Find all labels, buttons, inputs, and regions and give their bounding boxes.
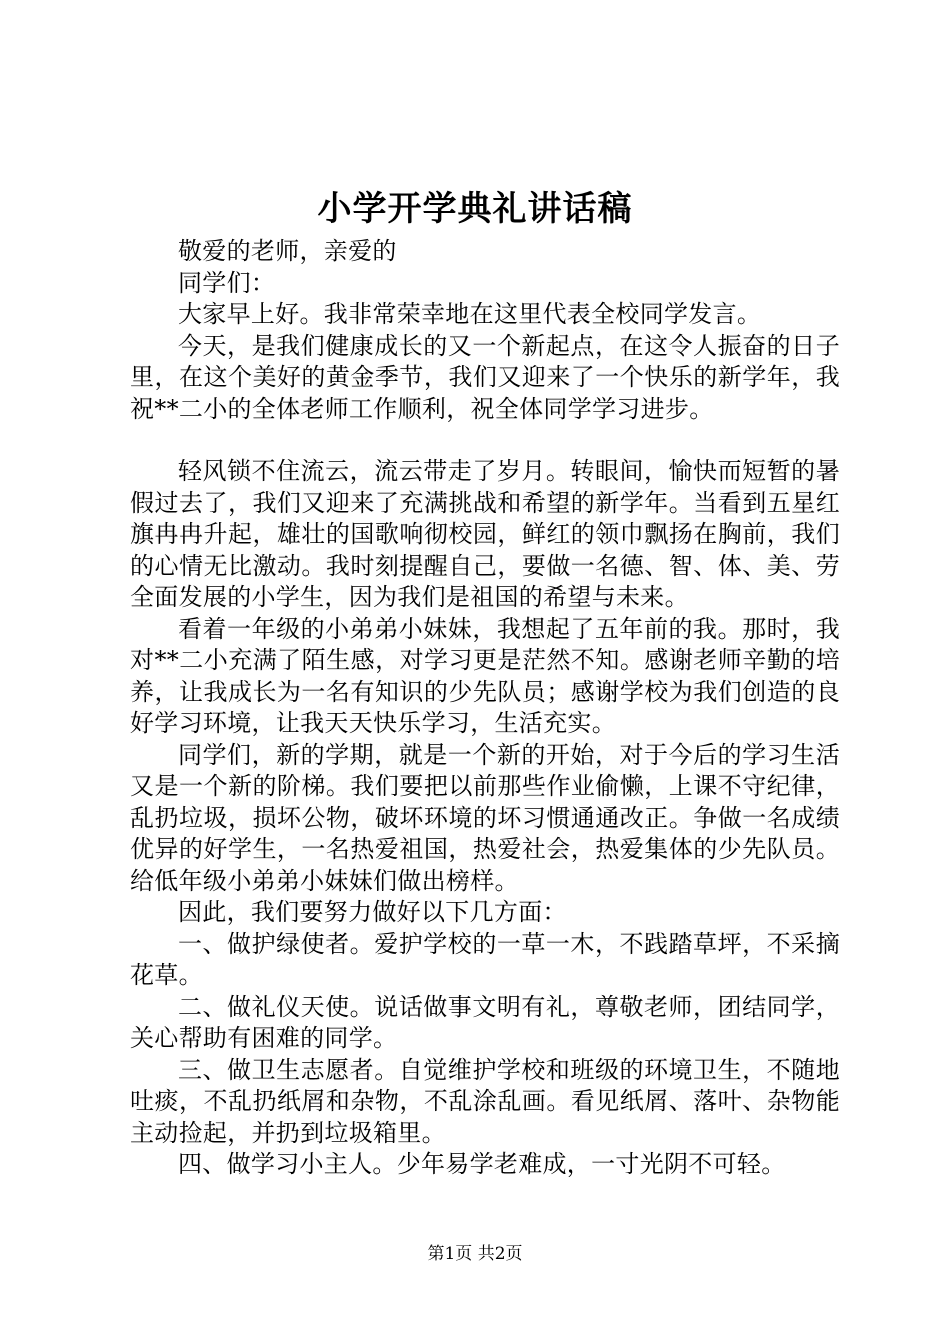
document-body — [130, 236, 840, 1181]
paragraph-memory: 看着一年级的小弟弟小妹妹，我想起了五年前的我。那时，我对**二小充满了陌生感，对学习更是茫然不知。感谢老师辛勤的培养，让我成长为一名有知识的少先队员；感谢学校为我们创造的良好学习环境，让我天天快乐学习，生活充实。 — [130, 614, 840, 737]
paragraph-therefore: 因此，我们要努力做好以下几方面： — [178, 898, 567, 926]
list-item-etiquette: 二、做礼仪天使。说话做事文明有礼，尊敬老师，团结同学，关心帮助有困难的同学。 — [130, 992, 840, 1052]
page-number-footer: 第1页 共2页 — [427, 1244, 523, 1264]
paragraph-greeting: 敬爱的老师，亲爱的 — [178, 237, 397, 265]
list-item-hygiene: 三、做卫生志愿者。自觉维护学校和班级的环境卫生，不随地吐痰，不乱扔纸屑和杂物，不乱涂乱画。看见纸屑、落叶、杂物能主动捡起，并扔到垃圾箱里。 — [130, 1055, 840, 1147]
paragraph-opening: 大家早上好。我非常荣幸地在这里代表全校同学发言。 — [178, 300, 762, 328]
paragraph-new-term: 同学们，新的学期，就是一个新的开始，对于今后的学习生活又是一个新的阶梯。我们要把以前那些作业偷懒，上课不守纪律，乱扔垃圾，损坏公物，破坏环境的坏习惯通通改正。争做一名成绩优异的好学生，一名热爱祖国，热爱社会，热爱集体的少先队员。给低年级小弟弟小妹妹们做出榜样。 — [130, 740, 840, 895]
paragraph-summer: 轻风锁不住流云，流云带走了岁月。转眼间，愉快而短暂的暑假过去了，我们又迎来了充满挑战和希望的新学年。当看到五星红旗冉冉升起，雄壮的国歌响彻校园，鲜红的领巾飘扬在胸前，我们的心情无比激动。我时刻提醒自己，要做一名德、智、体、美、劳全面发展的小学生，因为我们是祖国的希望与未来。 — [130, 457, 840, 611]
list-item-green: 一、做护绿使者。爱护学校的一草一木，不践踏草坪，不采摘花草。 — [130, 929, 840, 989]
list-item-study: 四、做学习小主人。少年易学老难成，一寸光阴不可轻。 — [178, 1150, 786, 1178]
paragraph-new-start: 今天，是我们健康成长的又一个新起点，在这令人振奋的日子里，在这个美好的黄金季节，我们又迎来了一个快乐的新学年，我祝**二小的全体老师工作顺利，祝全体同学学习进步。 — [130, 331, 840, 423]
document-title: 小学开学典礼讲话稿 — [317, 189, 633, 229]
paragraph-greeting-cont: 同学们： — [178, 268, 276, 297]
